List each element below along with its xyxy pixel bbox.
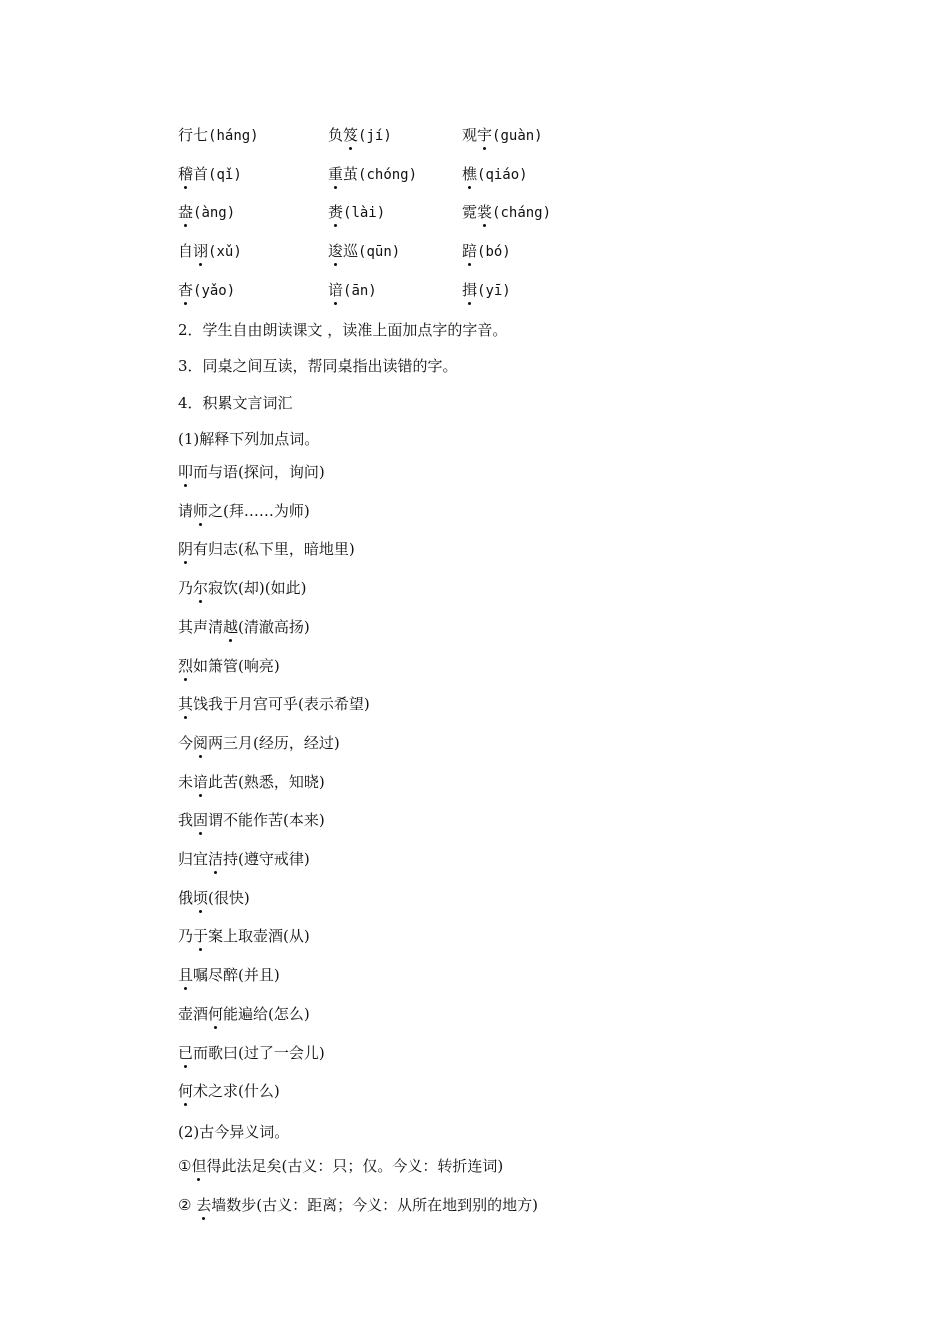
pinyin: (xǔ) (208, 244, 242, 260)
dotted-char: 洁 (208, 850, 224, 868)
vocab-item (178, 772, 325, 792)
text-segment: 谓不能作苦 (208, 811, 284, 830)
pinyin: (lài) (343, 205, 386, 221)
pinyin: (cháng) (492, 205, 552, 221)
ancient-modern-item (178, 1195, 538, 1215)
pinyin-entry (178, 241, 242, 262)
vocab-item (178, 578, 306, 598)
text-segment: 而与语 (193, 463, 239, 481)
dotted-char: 稽 (178, 165, 194, 183)
dotted-char: 已 (178, 1043, 194, 1062)
pinyin-entry (462, 280, 511, 301)
vocab-item (178, 888, 250, 908)
text-segment: 归宜 (178, 850, 209, 868)
vocab-item (178, 1043, 325, 1063)
dotted-char: 笈 (343, 126, 359, 144)
vocab-item (178, 1004, 310, 1024)
text-segment: 霓 (462, 203, 478, 221)
gloss: (探问，询问) (238, 463, 325, 481)
text-segment: 两三月 (208, 733, 254, 752)
text-segment: 巡 (343, 242, 359, 260)
text-segment: 持 (223, 850, 239, 868)
section-1-title: (1)解释下列加点词。 (178, 430, 320, 448)
dotted-char: 踣 (462, 242, 478, 260)
pinyin: (ān) (343, 283, 377, 299)
pinyin-entry (462, 164, 528, 185)
step-4: 4．积累文言词汇 (178, 394, 293, 412)
vocab-item (178, 733, 340, 753)
vocab-item (178, 694, 370, 714)
text-segment: 乃 (178, 927, 194, 946)
pinyin: (yǎo) (193, 283, 236, 299)
text-segment: 负 (328, 126, 344, 144)
gloss: (遵守戒律) (238, 850, 310, 868)
text-segment: 乃 (178, 579, 194, 598)
pinyin: (qǐ) (208, 167, 242, 183)
text-segment: 壶酒 (178, 1004, 209, 1023)
text-segment: 我 (178, 811, 194, 830)
text-segment: 请 (178, 501, 194, 520)
dotted-char: 谙 (328, 281, 344, 299)
dotted-char: 于 (193, 927, 209, 946)
pinyin-entry (328, 202, 385, 223)
text-segment: 如箫管 (193, 656, 239, 675)
gloss: (却)(如此) (238, 579, 307, 598)
text-segment: 自 (178, 242, 194, 260)
dotted-char: 盎 (178, 203, 194, 221)
gloss: (怎么) (268, 1004, 310, 1023)
dotted-char: 裳 (477, 203, 493, 221)
gloss: (私下里，暗地里) (238, 540, 355, 559)
text-segment: 案上取壶酒 (208, 927, 284, 946)
gloss: (古义：只；仅。今义：转折连词) (281, 1157, 504, 1175)
vocab-item (178, 462, 325, 482)
pinyin: (bó) (477, 244, 511, 260)
text-segment: 嘱尽醉 (193, 966, 239, 985)
text-segment: 能遍给 (223, 1004, 269, 1023)
pinyin-entry (328, 125, 392, 146)
pinyin: (chóng) (358, 167, 418, 183)
gloss: (拜……为师) (223, 501, 310, 520)
gloss: (并且) (238, 966, 280, 985)
text-segment: 其声清 (178, 617, 224, 636)
pinyin-entry (328, 280, 377, 301)
dotted-char: 尔 (193, 579, 209, 598)
dotted-char: 且 (178, 966, 194, 985)
item-number: ① (178, 1157, 192, 1175)
dotted-char: 阴 (178, 540, 194, 559)
dotted-char: 揖 (462, 281, 478, 299)
vocab-item (178, 1081, 280, 1101)
vocab-item (178, 617, 310, 637)
text-segment: 此苦 (208, 772, 239, 791)
vocab-item (178, 656, 280, 676)
pinyin: (guàn) (492, 128, 543, 144)
dotted-char: 重 (328, 165, 344, 183)
pinyin: (jí) (358, 128, 392, 144)
text-segment: 墙数步 (211, 1196, 257, 1214)
vocab-item (178, 810, 325, 830)
pinyin-entry (178, 280, 235, 301)
dotted-char: 宇 (477, 126, 493, 144)
dotted-char: 烈 (178, 656, 194, 675)
vocab-item (178, 926, 310, 946)
text-segment: 今 (178, 733, 194, 752)
pinyin-entry (178, 125, 259, 146)
vocab-item (178, 539, 355, 559)
pinyin: (qiáo) (477, 167, 528, 183)
pinyin-entry (462, 241, 511, 262)
dotted-char: 去 (196, 1196, 212, 1214)
pinyin: (qūn) (358, 244, 401, 260)
vocab-item (178, 965, 280, 985)
dotted-char: 赉 (328, 203, 344, 221)
item-number: ② (178, 1196, 192, 1214)
text-segment: 得此法足矣 (206, 1157, 282, 1175)
gloss: (古义：距离；今义：从所在地到别的地方) (256, 1196, 538, 1214)
dotted-char: 樵 (462, 165, 478, 183)
ancient-modern-item (178, 1156, 503, 1176)
dotted-char: 其 (178, 695, 194, 714)
text-segment: 未 (178, 772, 194, 791)
text-segment: 而歌曰 (193, 1043, 239, 1062)
section-2-title: (2)古今异义词。 (178, 1123, 290, 1141)
pinyin-entry (462, 125, 543, 146)
pinyin-entry (328, 164, 417, 185)
gloss: (经历，经过) (253, 733, 340, 752)
dotted-char: 但 (191, 1157, 207, 1175)
text-segment: 七 (193, 126, 209, 144)
text-segment: 之 (208, 501, 224, 520)
gloss: (过了一会儿) (238, 1043, 325, 1062)
dotted-char: 越 (223, 617, 239, 636)
gloss: (响亮) (238, 656, 280, 675)
step-2: 2．学生自由朗读课文 ，读准上面加点字的字音。 (178, 321, 508, 339)
pinyin-entry (178, 164, 242, 185)
text-segment: 俄 (178, 888, 194, 907)
step-3: 3．同桌之间互读，帮同桌指出读错的字。 (178, 357, 458, 375)
dotted-char: 师 (193, 501, 209, 520)
dotted-char: 诩 (193, 242, 209, 260)
pinyin-entry (178, 202, 235, 223)
gloss: (本来) (283, 811, 325, 830)
dotted-char: 何 (178, 1082, 194, 1101)
vocab-item (178, 501, 310, 521)
dotted-char: 顷 (193, 888, 209, 907)
vocab-item (178, 849, 310, 869)
dotted-char: 叩 (178, 463, 194, 481)
gloss: (很快) (208, 888, 250, 907)
text-segment: 首 (193, 165, 209, 183)
text-segment: 寂饮 (208, 579, 239, 598)
dotted-char: 固 (193, 811, 209, 830)
pinyin: (àng) (193, 205, 236, 221)
dotted-char: 杳 (178, 281, 194, 299)
gloss: (熟悉，知晓) (238, 772, 325, 791)
dotted-char: 逡 (328, 242, 344, 260)
pinyin: (háng) (208, 128, 259, 144)
gloss: (从) (283, 927, 310, 946)
text-segment: 有归志 (193, 540, 239, 559)
gloss: (清澈高扬) (238, 617, 310, 636)
text-segment: 茧 (343, 165, 359, 183)
text-segment: 行 (178, 126, 194, 144)
dotted-char: 谙 (193, 772, 209, 791)
text-segment: 观 (462, 126, 478, 144)
text-segment: 饯我于月宫可乎 (193, 695, 299, 714)
pinyin: (yī) (477, 283, 511, 299)
text-segment: 术之求 (193, 1082, 239, 1101)
dotted-char: 何 (208, 1004, 224, 1023)
gloss: (表示希望) (298, 695, 370, 714)
pinyin-entry (462, 202, 551, 223)
gloss: (什么) (238, 1082, 280, 1101)
pinyin-entry (328, 241, 400, 262)
dotted-char: 阅 (193, 733, 209, 752)
